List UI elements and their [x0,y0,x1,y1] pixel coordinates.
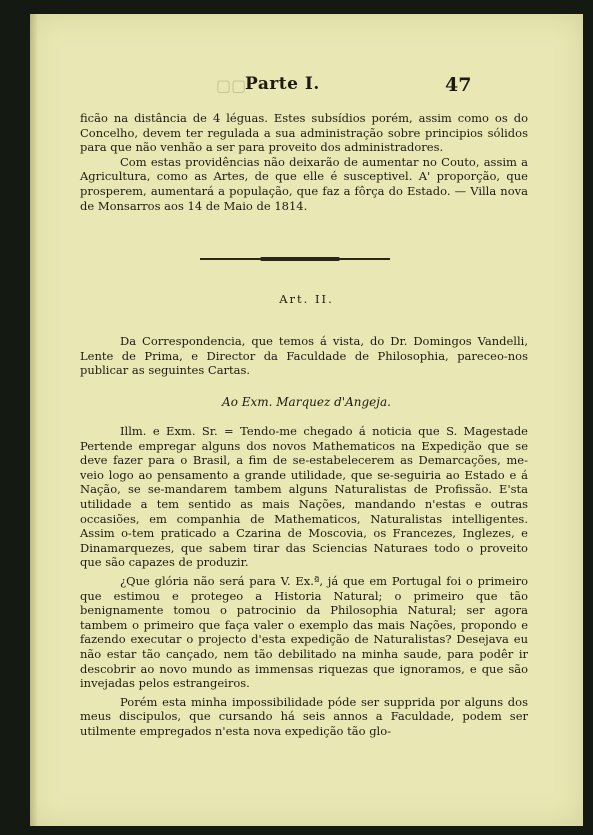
letter-paragraph: ¿Que glória não será para V. Ex.ª, já que em Portugal foi o primeiro que estimou e protegeo a Historia Natural; o primeiro que tão benignamente tomou o patrocinio da Philosophia Natural; ser agora tambem o primeiro que faça valer o exemplo das mais Nações, propondo e fazendo executar o projecto d'esta expedição de Naturalistas? Desejava eu não estar tão cançado, nem tão debilitado na minha saude, para podêr ir descobrir ao novo mundo as immensas riquezas que ignoramos, e que são invejadas pelos estrangeiros. [80,573,528,691]
letter-paragraph: Porém esta minha impossibilidade póde ser supprida por alguns dos meus discipulos, que cursando há seis annos a Faculdade, podem ser utilmente empregados n'esta nova expedição tão glo- [80,694,528,738]
letter-body [80,424,528,738]
intro-block [80,334,528,378]
section-divider [200,258,390,260]
top-text-block [80,111,528,213]
letter-paragraph: Illm. e Exm. Sr. = Tendo-me chegado á noticia que S. Magestade Pertende empregar alguns dos novos Mathematicos na Expedição que se deve fazer para o Brasil, a fim de se-estabelecerem as Demarcações, me-veio logo ao pensamento a grande utilidade, que se-seguiria ao Estado e á Nação, se se-mandarem tambem alguns Naturalistas de Profissão. E'sta utilidade a tem sentido as mais Nações, mandando n'estas e outras occasiões, em companhia de Mathematicos, Naturalistas intelligentes. Assim o-tem praticado a Czarina de Moscovia, os Francezes, Inglezes, e Dinamarquezes, que sabem tirar das Sciencias Naturaes todo o proveito que são capazes de produzir. [80,424,528,570]
letter-address: Ao Exm. Marquez d'Angeja. [222,395,391,409]
page-number: 47 [445,74,472,96]
page-header [30,74,583,104]
paragraph-continued: ficão na distância de 4 léguas. Estes subsídios porém, assim como os do Concelho, devem ter regulada a sua administração sobre principios sólidos para que não venhão a ser para proveito dos administradores. [80,111,528,155]
faded-stamp-mark: ▢▢ [216,76,247,95]
book-page [30,14,583,826]
intro-paragraph: Da Correspondencia, que temos á vista, do Dr. Domingos Vandelli, Lente de Prima, e Director da Faculdade de Philosophia, pareceo-nos publicar as seguintes Cartas. [80,334,528,378]
section-heading: Art. II. [279,292,334,306]
running-title: Parte I. [245,74,320,94]
paragraph-closing: Com estas providências não deixarão de aumentar no Couto, assim a Agricultura, como as Artes, de que elle é susceptivel. A' proporção, que prosperem, aumentará a população, que faz a fôrça do Estado. — Villa nova de Monsarros aos 14 de Maio de 1814. [80,154,528,213]
